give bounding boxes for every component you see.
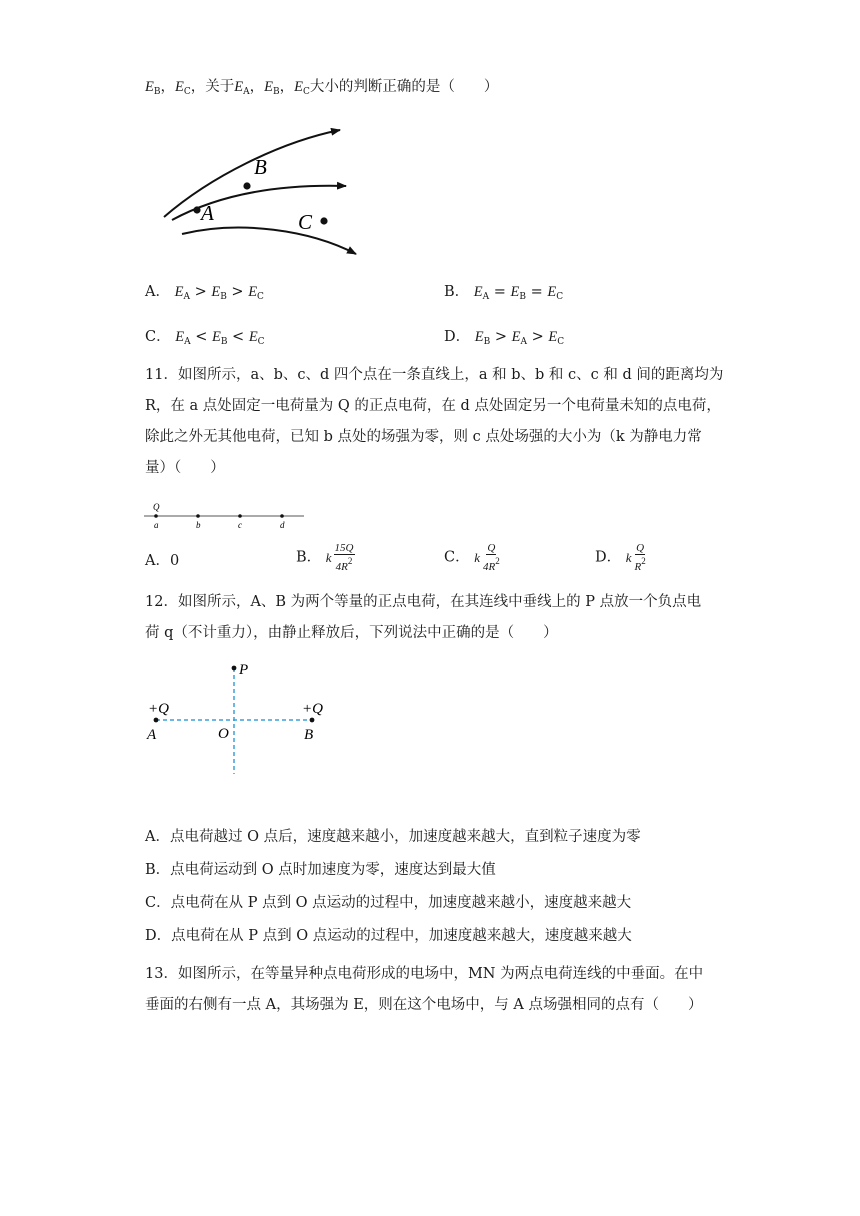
q11-option-a[interactable]: A．0 <box>145 553 180 569</box>
q12-line-1: 12．如图所示，A、B 为两个等量的正点电荷，在其连线中垂线上的 P 点放一个负点电 <box>145 594 702 610</box>
q10-option-d[interactable]: D． $E_B > E_A > E_C$ <box>444 329 565 347</box>
label-a: A <box>201 201 214 225</box>
abcd-line-figure <box>144 500 309 532</box>
label-b-charge: B <box>304 727 314 743</box>
charge-b <box>310 718 315 723</box>
q10-stem: $E_B$，$E_C$，关于$E_A$，$E_B$，$E_C$大小的判断正确的是（ ） <box>145 79 499 97</box>
equal-charges-figure <box>144 658 344 778</box>
q10-option-a[interactable]: A． $E_A > E_B > E_C$ <box>145 284 264 302</box>
q11-option-b[interactable]: B． k $\frac{15Q}{4R^2}$ <box>296 542 354 573</box>
q10-option-c[interactable]: C． $E_A < E_B < E_C$ <box>145 329 265 347</box>
label-p: P <box>239 662 249 678</box>
q12-option-c[interactable]: C．点电荷在从 P 点到 O 点运动的过程中，加速度越来越小，速度越来越大 <box>145 895 632 911</box>
label-b-small: b <box>196 520 201 530</box>
q11-line-3: 除此之外无其他电荷，已知 b 点处的场强为零，则 c 点处场强的大小为（k 为静电力常 <box>145 429 702 445</box>
q11-line-1: 11．如图所示，a、b、c、d 四个点在一条直线上，a 和 b、b 和 c、c 和 d 间的距离均为 <box>145 367 724 383</box>
label-plus-q-a: +Q <box>148 701 169 717</box>
label-c: C <box>298 210 313 234</box>
q11-line-2: R，在 a 点处固定一电荷量为 Q 的正点电荷，在 d 点处固定另一个电荷量未知的点电荷， <box>145 398 721 414</box>
point-a <box>193 206 200 213</box>
q13-line-1: 13．如图所示，在等量异种点电荷形成的电场中，MN 为两点电荷连线的中垂面。在中 <box>145 966 704 982</box>
q12-option-a[interactable]: A．点电荷越过 O 点后，速度越来越小，加速度越来越大，直到粒子速度为零 <box>145 829 641 845</box>
q11-option-d[interactable]: D． k $\frac{Q}{R^2}$ <box>595 542 646 573</box>
label-plus-q-b: +Q <box>302 701 323 717</box>
q12-line-2: 荷 q（不计重力），由静止释放后，下列说法中正确的是（ ） <box>145 625 558 641</box>
label-a-charge: A <box>147 727 157 743</box>
charge-a <box>154 718 159 723</box>
q13-line-2: 垂面的右侧有一点 A，其场强为 E，则在这个电场中，与 A 点场强相同的点有（ ） <box>145 997 703 1013</box>
label-d-small: d <box>280 520 285 530</box>
label-q: Q <box>153 502 160 512</box>
point-b <box>243 182 250 189</box>
point-c <box>320 217 327 224</box>
q11-line-4: 量）（ ） <box>145 460 225 476</box>
field-lines-figure <box>150 122 370 262</box>
q12-option-b[interactable]: B．点电荷运动到 O 点时加速度为零，速度达到最大值 <box>145 862 496 878</box>
label-o: O <box>218 726 229 742</box>
q11-option-c[interactable]: C． k $\frac{Q}{4R^2}$ <box>444 542 500 573</box>
label-a-small: a <box>154 520 159 530</box>
label-c-small: c <box>238 520 242 530</box>
field-line-bottom <box>182 228 356 254</box>
point-p <box>232 666 237 671</box>
q12-option-d[interactable]: D．点电荷在从 P 点到 O 点运动的过程中，加速度越来越大，速度越来越大 <box>145 928 632 944</box>
field-line-top <box>164 130 340 217</box>
q10-option-b[interactable]: B． $E_A = E_B = E_C$ <box>444 284 564 302</box>
label-b: B <box>254 155 267 179</box>
